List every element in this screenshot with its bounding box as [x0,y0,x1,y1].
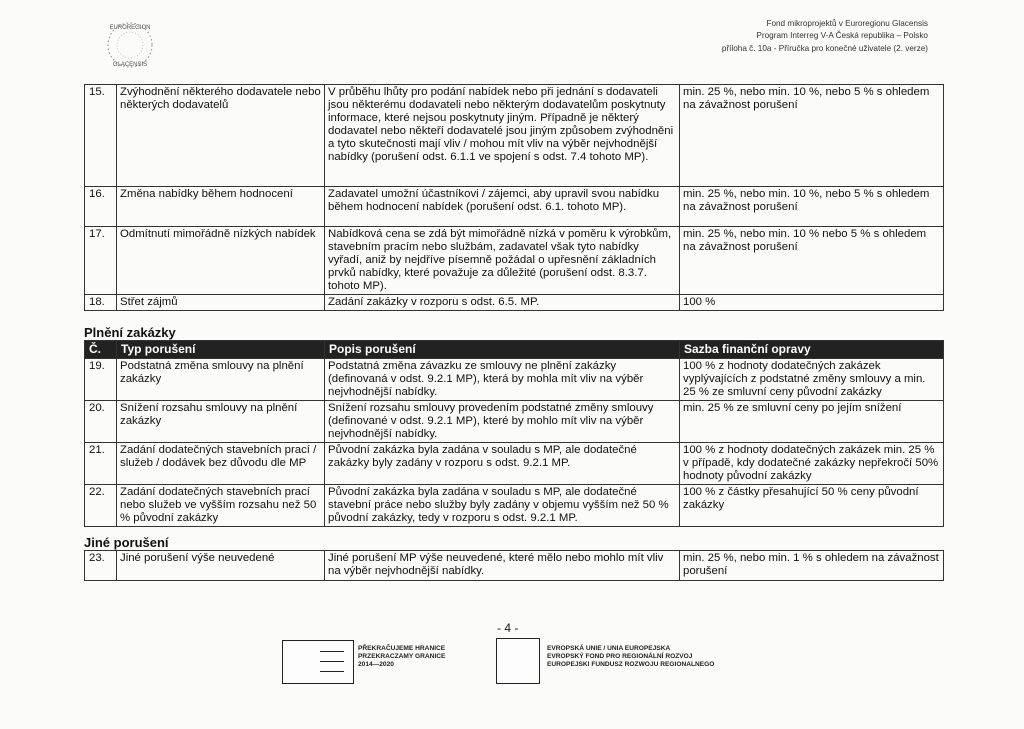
violation-description: Podstatná změna závazku ze smlouvy ne plnění zakázky (definovaná v odst. 9.2.1 MP), která by mohla mít vliv na výběr nejvhodnější nabídky. [325,359,680,401]
column-header-type: Typ porušení [117,341,325,359]
violation-type: Zvýhodnění některého dodavatele nebo některých dodavatelů [117,85,325,187]
table-row [85,187,944,227]
footer-program-text [358,645,445,669]
violation-type: Zadání dodatečných stavebních prací / služeb / dodávek bez důvodu dle MP [117,443,325,485]
row-number: 16. [85,187,117,227]
footer-right-line-1: EVROPSKÁ UNIE / UNIA EUROPEJSKA [547,645,671,652]
correction-rate: 100 % [680,295,944,311]
section-title-other-violations: Jiné porušení [84,535,169,550]
footer-right-line-3: EUROPEJSKI FUNDUSZ ROZWOJU REGIONALNEGO [547,661,715,668]
euroregion-glacensis-logo [100,16,160,74]
row-number: 15. [85,85,117,187]
violation-description: Zadání zakázky v rozporu s odst. 6.5. MP. [325,295,680,311]
correction-rate: min. 25 %, nebo min. 10 %, nebo 5 % s ohledem na závažnost porušení [680,187,944,227]
row-number: 20. [85,401,117,443]
header-line-3: příloha č. 10a - Příručka pro konečné uživatele (2. verze) [721,43,928,53]
violation-type: Střet zájmů [117,295,325,311]
row-number: 19. [85,359,117,401]
row-number: 21. [85,443,117,485]
table-row [85,401,944,443]
table-row [85,551,944,581]
violations-table-procurement [84,84,944,311]
violation-type: Podstatná změna smlouvy na plnění zakázky [117,359,325,401]
violation-type: Zadání dodatečných stavebních prací nebo služeb ve vyšším rozsahu než 50 % původní zakázky [117,485,325,527]
violation-description: Snížení rozsahu smlouvy provedením podstatné změny smlouvy (definované v odst. 9.2.1 MP), které by mohlo mít vliv na výběr nejvhodnější nabídky. [325,401,680,443]
footer-left-line-1: PŘEKRAČUJEME HRANICE [358,645,446,652]
footer-left-line-2: PRZEKRACZAMY GRANICE [358,653,446,660]
violations-table-performance [84,340,944,527]
row-number: 17. [85,227,117,295]
logo-stripe [320,651,344,652]
table-row [85,359,944,401]
table-header-row [85,341,944,359]
section-title-contract-performance: Plnění zakázky [84,325,176,340]
violation-description: Zadavatel umožní účastníkovi / zájemci, aby upravil svou nabídku během hodnocení nabídek (porušení odst. 6.1. tohoto MP). [325,187,680,227]
violation-description: Původní zakázka byla zadána v souladu s MP, ale dodatečné zakázky byly zadány v rozporu s odst. 9.2.1 MP. [325,443,680,485]
violation-description: V průběhu lhůty pro podání nabídek nebo při jednání s dodavateli jsou některému dodavateli nebo některým dodavatelům poskytnuty informace, které nejsou poskytnuty jiným. Případně je některý dodavatel nebo někteří dodavatelé jsou jiným způsobem zvýhodněni a tyto skutečnosti mají vliv / mohou mít vliv na výběr nejvhodnější nabídky (porušení odst. 6.1.1 ve spojení s odst. 7.4 tohoto MP). [325,85,680,187]
row-number: 22. [85,485,117,527]
footer-eu-text [547,645,714,669]
table-row [85,85,944,187]
violation-description: Nabídková cena se zdá být mimořádně nízká v poměru k výrobkům, stavebním pracím nebo službám, zadavatel však tyto nabídky vyřadí, aniž by nejdříve písemně požádal o upřesnění základních prvků nabídky, které považuje za důležité (porušení odst. 8.3.7. tohoto MP). [325,227,680,295]
column-header-rate: Sazba finanční opravy [680,341,944,359]
row-number: 23. [85,551,117,581]
violation-description: Původní zakázka byla zadána v souladu s MP, ale dodatečné stavební práce nebo služby byly zadány v objemu vyšším než 50 % původní zakázky, tedy v rozporu s odst. 9.2.1 MP. [325,485,680,527]
logo-stripe [320,661,344,662]
table-row [85,443,944,485]
correction-rate: min. 25 %, nebo min. 10 % nebo 5 % s ohledem na závažnost porušení [680,227,944,295]
header-line-2: Program Interreg V-A Česká republika – Polsko [756,31,928,41]
violation-description: Jiné porušení MP výše neuvedené, které mělo nebo mohlo mít vliv na výběr nejvhodnější nabídky. [325,551,680,581]
logo-stripe [320,671,344,672]
correction-rate: min. 25 %, nebo min. 10 %, nebo 5 % s ohledem na závažnost porušení [680,85,944,187]
footer-right-line-2: EVROPSKÝ FOND PRO REGIONÁLNÍ ROZVOJ [547,653,693,660]
column-header-number: Č. [85,341,117,359]
correction-rate: min. 25 %, nebo min. 1 % s ohledem na závažnost porušení [680,551,944,581]
svg-text:EUROREGION: EUROREGION [109,25,151,31]
table-row [85,227,944,295]
footer-left-line-3: 2014—2020 [358,661,394,668]
correction-rate: 100 % z částky přesahující 50 % ceny původní zakázky [680,485,944,527]
violation-type: Změna nabídky během hodnocení [117,187,325,227]
row-number: 18. [85,295,117,311]
correction-rate: 100 % z hodnoty dodatečných zakázek min. 25 % v případě, kdy dodatečné zakázky nepřekročí 50% hodnoty původní zakázky [680,443,944,485]
svg-text:GLACENSIS: GLACENSIS [112,62,148,68]
page-number: - 4 - [497,621,519,635]
violation-type: Snížení rozsahu smlouvy na plnění zakázky [117,401,325,443]
violation-type: Jiné porušení výše neuvedené [117,551,325,581]
violations-table-other [84,550,944,581]
correction-rate: 100 % z hodnoty dodatečných zakázek vyplývajících z podstatné změny smlouvy a min. 25 % ze smluvní ceny původní zakázky [680,359,944,401]
column-header-description: Popis porušení [325,341,680,359]
violation-type: Odmítnutí mimořádně nízkých nabídek [117,227,325,295]
table-row [85,295,944,311]
correction-rate: min. 25 % ze smluvní ceny po jejím snížení [680,401,944,443]
eu-flag-box [496,638,540,684]
table-row [85,485,944,527]
header-line-1: Fond mikroprojektů v Euroregionu Glacensis [766,19,928,28]
interreg-logo-box [282,640,354,684]
document-header [722,18,928,55]
